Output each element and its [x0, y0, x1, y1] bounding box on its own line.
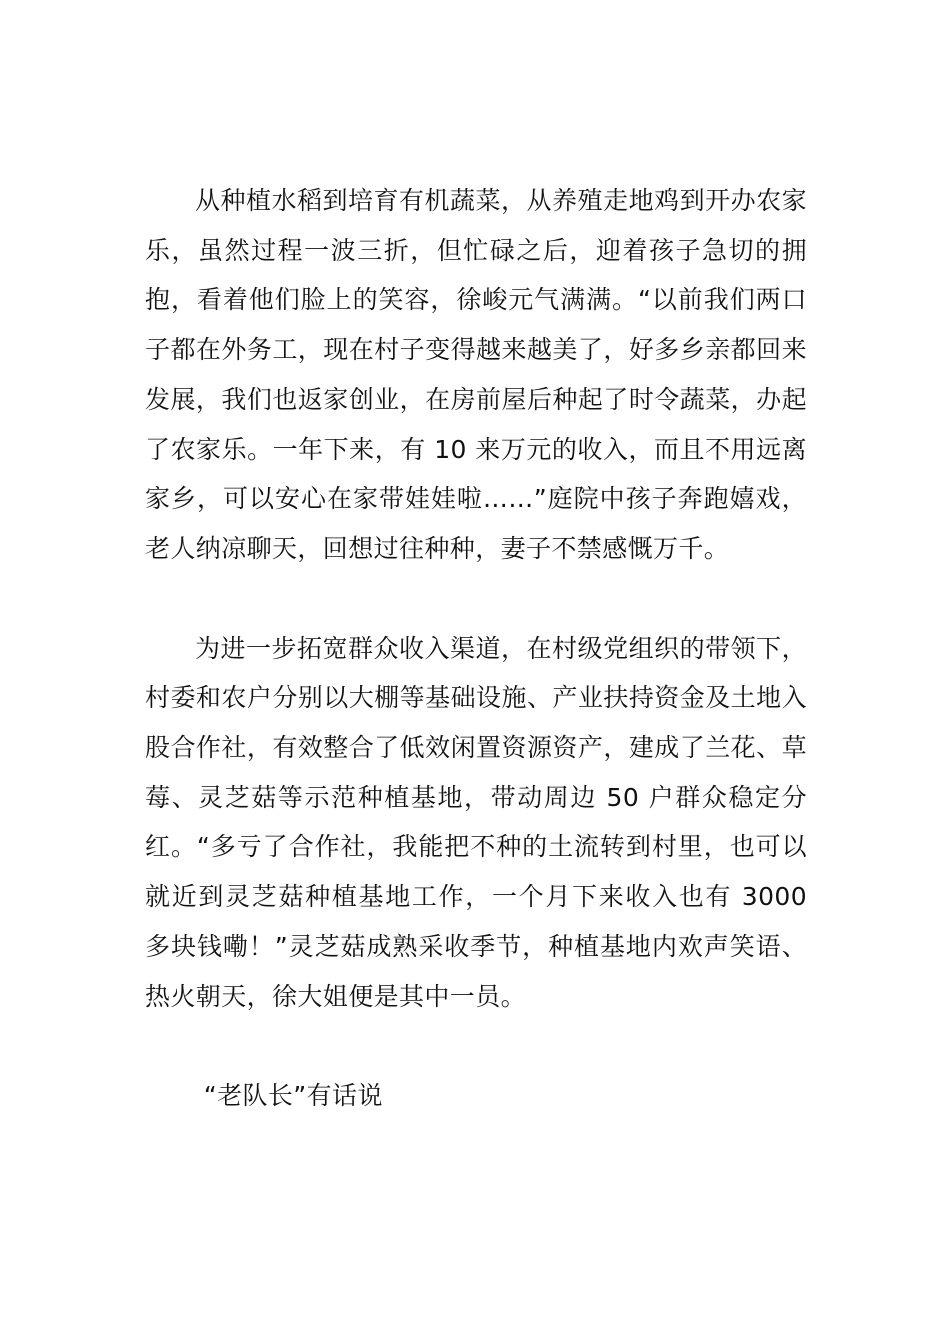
document-body	[145, 176, 807, 1121]
paragraph-2: 为进一步拓宽群众收入渠道，在村级党组织的带领下，村委和农户分别以大棚等基础设施、产业扶持资金及土地入股合作社，有效整合了低效闲置资源资产，建成了兰花、草莓、灵芝菇等示范种植基地，带动周边 50 户群众稳定分红。“多亏了合作社，我能把不种的土流转到村里，也可以就近到灵芝菇种植基地工作，一个月下来收入也有 3000 多块钱嘞！”灵芝菇成熟采收季节，种植基地内欢声笑语、热火朝天，徐大姐便是其中一员。	[145, 633, 807, 1011]
section-heading: “老队长”有话说	[203, 1081, 383, 1111]
paragraph-1: 从种植水稻到培育有机蔬菜，从养殖走地鸡到开办农家乐，虽然过程一波三折，但忙碌之后，迎着孩子急切的拥抱，看着他们脸上的笑容，徐峻元气满满。“以前我们两口子都在外务工，现在村子变得越来越美了，好多乡亲都回来发展，我们也返家创业，在房前屋后种起了时令蔬菜，办起了农家乐。一年下来，有 10 来万元的收入，而且不用远离家乡，可以安心在家带娃娃啦……”庭院中孩子奔跑嬉戏，老人纳凉聊天，回想过往种种，妻子不禁感慨万千。	[145, 186, 807, 563]
